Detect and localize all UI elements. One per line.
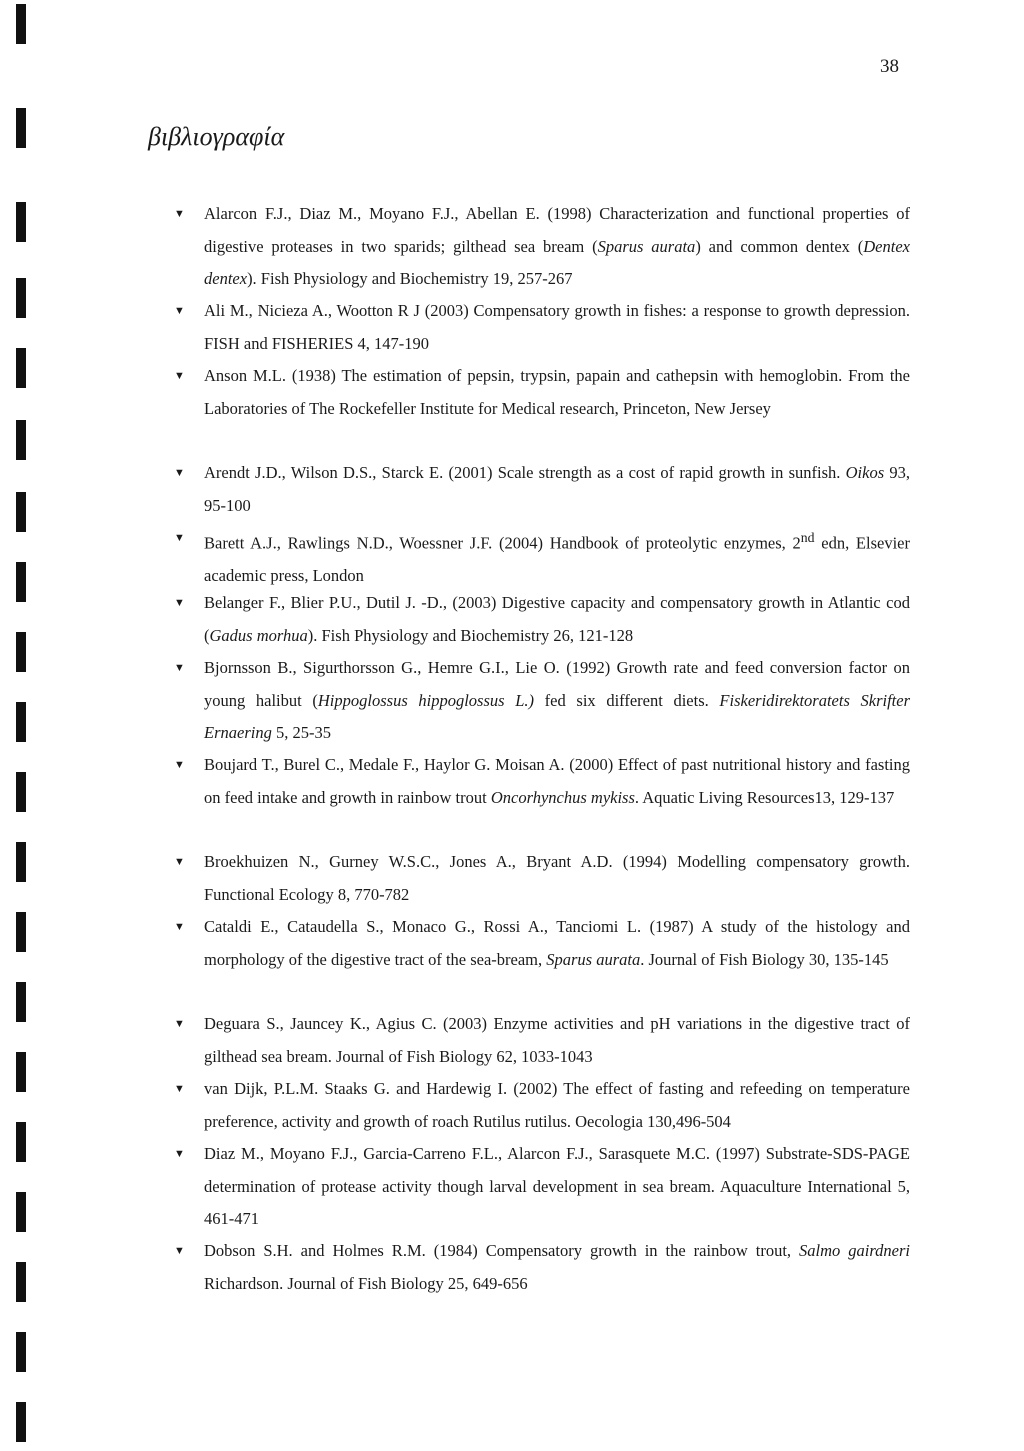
reference-text bbox=[204, 911, 910, 976]
reference-text bbox=[204, 652, 910, 750]
text-run: Deguara S., Jauncey K., Agius C. (2003) Enzyme activities and pH variations in the digestive tract of gilthead sea bream. Journal of Fish Biology 62, 1033-1043 bbox=[204, 1014, 910, 1066]
bullet-icon: ▼ bbox=[174, 208, 185, 220]
reference-item bbox=[174, 749, 910, 846]
reference-text bbox=[204, 198, 910, 296]
reference-text bbox=[204, 522, 910, 593]
reference-item bbox=[174, 587, 910, 652]
text-run: Richardson. Journal of Fish Biology 25, 649-656 bbox=[204, 1273, 528, 1293]
reference-item bbox=[174, 457, 910, 522]
reference-text bbox=[204, 1235, 910, 1300]
reference-text bbox=[204, 1073, 910, 1138]
text-run: 93, 95-100 bbox=[204, 463, 911, 515]
edge-mark bbox=[16, 1192, 26, 1232]
text-run: . Aquatic Living Resources13, 129-137 bbox=[634, 787, 895, 807]
text-run: fed six different diets. bbox=[534, 690, 720, 710]
bullet-icon: ▼ bbox=[174, 1148, 185, 1160]
reference-item bbox=[174, 652, 910, 749]
reference-text bbox=[204, 749, 910, 814]
edge-mark bbox=[16, 420, 26, 460]
edge-mark bbox=[16, 702, 26, 742]
reference-item bbox=[174, 360, 910, 457]
reference-text bbox=[204, 295, 910, 360]
edge-mark bbox=[16, 4, 26, 44]
text-run: Boujard T., Burel C., Medale F., Haylor G. Moisan A. (2000) Effect of past nutritional history and fasting on feed intake and growth in rainbow trout bbox=[204, 755, 910, 807]
text-run: Dobson S.H. and Holmes R.M. (1984) Compensatory growth in the rainbow trout, bbox=[204, 1241, 800, 1260]
edge-mark bbox=[16, 1402, 26, 1442]
superscript-run: nd bbox=[800, 530, 815, 545]
italic-run: Oncorhynchus mykiss bbox=[490, 787, 635, 807]
edge-mark bbox=[16, 1332, 26, 1372]
bullet-icon: ▼ bbox=[174, 856, 185, 868]
edge-mark bbox=[16, 842, 26, 882]
text-run: Belanger F., Blier P.U., Dutil J. -D., (2003) Digestive capacity and compensatory growth in Atlantic cod ( bbox=[204, 593, 910, 645]
text-run: van Dijk, P.L.M. Staaks G. and Hardewig I. (2002) The effect of fasting and refeeding on temperature preference, activity and growth of roach Rutilus rutilus. Oecologia 130,496-504 bbox=[204, 1079, 910, 1131]
text-run: Anson M.L. (1938) The estimation of pepsin, trypsin, papain and cathepsin with hemoglobin. From the Laboratories of The Rockefeller Institute for Medical research, Princeton, New Jersey bbox=[204, 366, 910, 418]
edge-mark bbox=[16, 278, 26, 318]
text-run: Broekhuizen N., Gurney W.S.C., Jones A., Bryant A.D. (1994) Modelling compensatory growth. Functional Ecology 8, 770-782 bbox=[204, 852, 910, 904]
italic-run: Salmo gairdneri bbox=[799, 1241, 910, 1260]
text-run: Diaz M., Moyano F.J., Garcia-Carreno F.L., Alarcon F.J., Sarasquete M.C. (1997) Substrate-SDS-PAGE determination of protease activity though larval development in sea bream. Aquaculture International 5, 461-471 bbox=[204, 1144, 910, 1228]
reference-item bbox=[174, 295, 910, 360]
edge-mark bbox=[16, 108, 26, 148]
bullet-icon: ▼ bbox=[174, 662, 185, 674]
italic-run: Fiskeridirektoratets Skrifter Ernaering bbox=[204, 690, 911, 742]
text-run: edn, Elsevier academic press, London bbox=[204, 533, 910, 585]
edge-mark bbox=[16, 912, 26, 952]
edge-mark bbox=[16, 202, 26, 242]
reference-item bbox=[174, 1138, 910, 1235]
reference-text bbox=[204, 846, 910, 911]
edge-mark bbox=[16, 1262, 26, 1302]
italic-run: Gadus morhua bbox=[209, 625, 308, 645]
bullet-icon: ▼ bbox=[174, 597, 185, 609]
bullet-icon: ▼ bbox=[174, 370, 185, 382]
reference-item bbox=[174, 1008, 910, 1073]
reference-item bbox=[174, 522, 910, 587]
bullet-icon: ▼ bbox=[174, 1083, 185, 1095]
bullet-icon: ▼ bbox=[174, 305, 185, 317]
reference-item bbox=[174, 1235, 910, 1300]
bullet-icon: ▼ bbox=[174, 921, 185, 933]
edge-mark bbox=[16, 982, 26, 1022]
reference-text bbox=[204, 1008, 910, 1073]
reference-text bbox=[204, 457, 910, 522]
edge-mark bbox=[16, 492, 26, 532]
text-run: 5, 25-35 bbox=[271, 723, 331, 742]
text-run: Alarcon F.J., Diaz M., Moyano F.J., Abellan E. (1998) Characterization and functional properties of digestive proteases in two sparids; gilthead sea bream ( bbox=[204, 204, 910, 256]
edge-mark bbox=[16, 348, 26, 388]
text-run: Cataldi E., Cataudella S., Monaco G., Rossi A., Tanciomi L. (1987) A study of the histology and morphology of the digestive tract of the sea-bream, bbox=[204, 917, 910, 969]
bullet-icon: ▼ bbox=[174, 1245, 185, 1257]
italic-run: Oikos bbox=[845, 463, 885, 482]
italic-run: Sparus aurata bbox=[597, 236, 696, 256]
italic-run: Dentex dentex bbox=[204, 236, 910, 288]
reference-text bbox=[204, 587, 910, 652]
bullet-icon: ▼ bbox=[174, 759, 185, 771]
edge-mark bbox=[16, 1122, 26, 1162]
text-run: ). Fish Physiology and Biochemistry 19, 257-267 bbox=[247, 269, 573, 288]
reference-item bbox=[174, 1073, 910, 1138]
edge-mark bbox=[16, 562, 26, 602]
reference-item bbox=[174, 198, 910, 295]
text-run: Bjornsson B., Sigurthorsson G., Hemre G.I., Lie O. (1992) Growth rate and feed conversion factor on young halibut ( bbox=[204, 658, 910, 710]
bullet-icon: ▼ bbox=[174, 532, 185, 544]
text-run: ). Fish Physiology and Biochemistry 26, 121-128 bbox=[307, 625, 634, 645]
bullet-icon: ▼ bbox=[174, 1018, 185, 1030]
reference-text bbox=[204, 1138, 910, 1236]
bullet-icon: ▼ bbox=[174, 467, 185, 479]
edge-mark bbox=[16, 1052, 26, 1092]
text-run: Barett A.J., Rawlings N.D., Woessner J.F. (2004) Handbook of proteolytic enzymes, 2 bbox=[204, 533, 801, 553]
scan-edge-marks bbox=[0, 0, 40, 1451]
reference-item bbox=[174, 911, 910, 1008]
text-run: ) and common dentex ( bbox=[695, 236, 864, 256]
italic-run: Hippoglossus hippoglossus L.) bbox=[317, 690, 535, 710]
italic-run: Sparus aurata bbox=[546, 949, 641, 969]
edge-mark bbox=[16, 632, 26, 672]
bibliography-heading: βιβλιογραφία bbox=[148, 122, 285, 151]
reference-list bbox=[174, 198, 910, 1300]
text-run: Arendt J.D., Wilson D.S., Starck E. (2001) Scale strength as a cost of rapid growth in sunfish. bbox=[204, 463, 846, 482]
reference-item bbox=[174, 846, 910, 911]
edge-mark bbox=[16, 772, 26, 812]
page-number: 38 bbox=[880, 56, 899, 77]
text-run: . Journal of Fish Biology 30, 135-145 bbox=[640, 949, 889, 969]
reference-text bbox=[204, 360, 910, 425]
text-run: Ali M., Nicieza A., Wootton R J (2003) Compensatory growth in fishes: a response to growth depression. FISH and FISHERIES 4, 147-190 bbox=[204, 301, 910, 353]
